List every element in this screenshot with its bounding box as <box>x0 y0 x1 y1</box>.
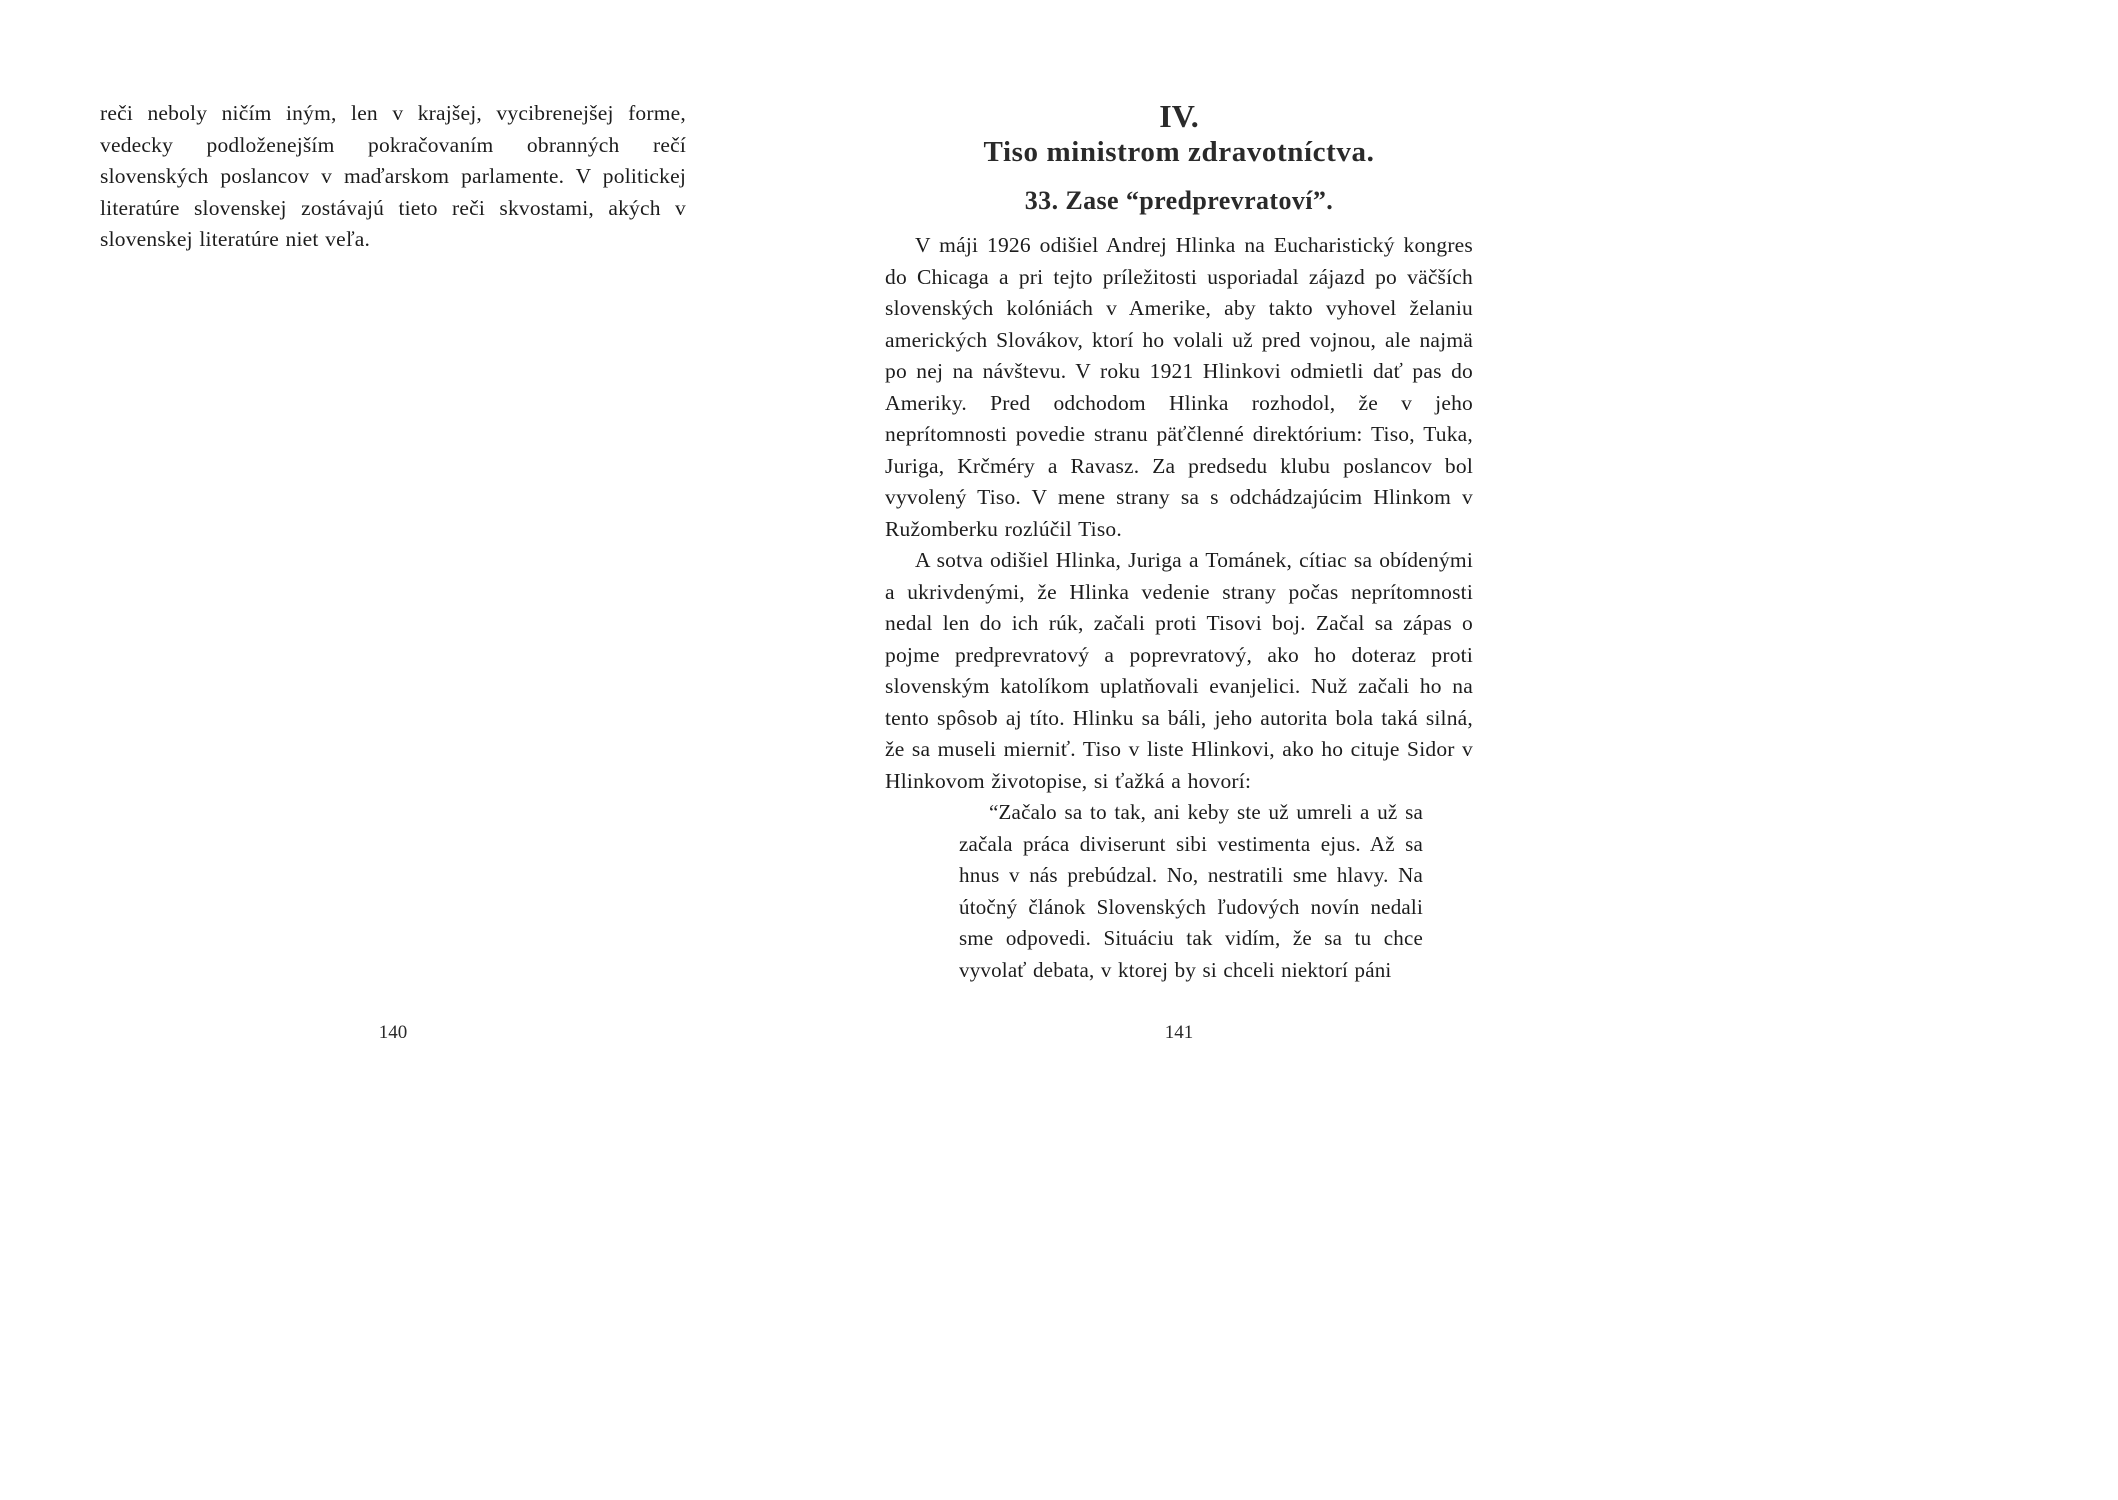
left-page-paragraph: reči neboly ničím iným, len v krajšej, vycibrenejšej forme, vedecky podloženejším pokračovaním obranných rečí slovenských poslancov v maďarskom parlamente. V politickej literatúre slovenskej zostávajú tieto reči skvostami, akých v slovenskej literatúre niet veľa. <box>100 101 686 251</box>
right-page-number: 141 <box>1164 1022 1194 1043</box>
chapter-number-heading: IV. <box>1159 98 1199 134</box>
book-page-right <box>885 0 1473 1500</box>
section-title-heading: 33. Zase “predprevratoví”. <box>1024 186 1334 215</box>
chapter-title-heading: Tiso ministrom zdravotníctva. <box>983 136 1375 168</box>
letter-quote-paragraph: “Začalo sa to tak, ani keby ste už umreli a už sa začala práca diviserunt sibi vestimenta ejus. Až sa hnus v nás prebúdzal. No, nestratili sme hlavy. Na útočný článok Slovenských ľudových novín nedali sme odpovedi. Situáciu tak vidím, že sa tu chce vyvolať debata, v ktorej by si chceli niektorí páni <box>959 800 1423 982</box>
right-page-body <box>885 230 1473 986</box>
body-paragraph: A sotva odišiel Hlinka, Juriga a Tománek, cítiac sa obídenými a ukrivdenými, že Hlinka vedenie strany počas neprítomnosti nedal len do ich rúk, začali proti Tisovi boj. Začal sa zápas o pojme predprevratový a poprevratový, ako ho doteraz proti slovenským katolíkom uplatňovali evanjelici. Nuž začali ho na tento spôsob aj títo. Hlinku sa báli, jeho autorita bola taká silná, že sa museli mierniť. Tiso v liste Hlinkovi, ako ho cituje Sidor v Hlinkovom životopise, si ťažká a hovorí: <box>885 548 1473 793</box>
body-paragraph: V máji 1926 odišiel Andrej Hlinka na Eucharistický kongres do Chicaga a pri tejto príležitosti usporiadal zájazd po väčších slovenských kolóniách v Amerike, aby takto vyhovel želaniu amerických Slovákov, ktorí ho volali už pred vojnou, ale najmä po nej na návštevu. V roku 1921 Hlinkovi odmietli dať pas do Ameriky. Pred odchodom Hlinka rozhodol, že v jeho neprítomnosti povedie stranu päťčlenné direktórium: Tiso, Tuka, Juriga, Krčméry a Ravasz. Za predsedu klubu poslancov bol vyvolený Tiso. V mene strany sa s odchádzajúcim Hlinkom v Ružomberku rozlúčil Tiso. <box>885 233 1473 541</box>
book-page-left <box>100 0 686 1500</box>
left-page-number: 140 <box>378 1022 408 1043</box>
